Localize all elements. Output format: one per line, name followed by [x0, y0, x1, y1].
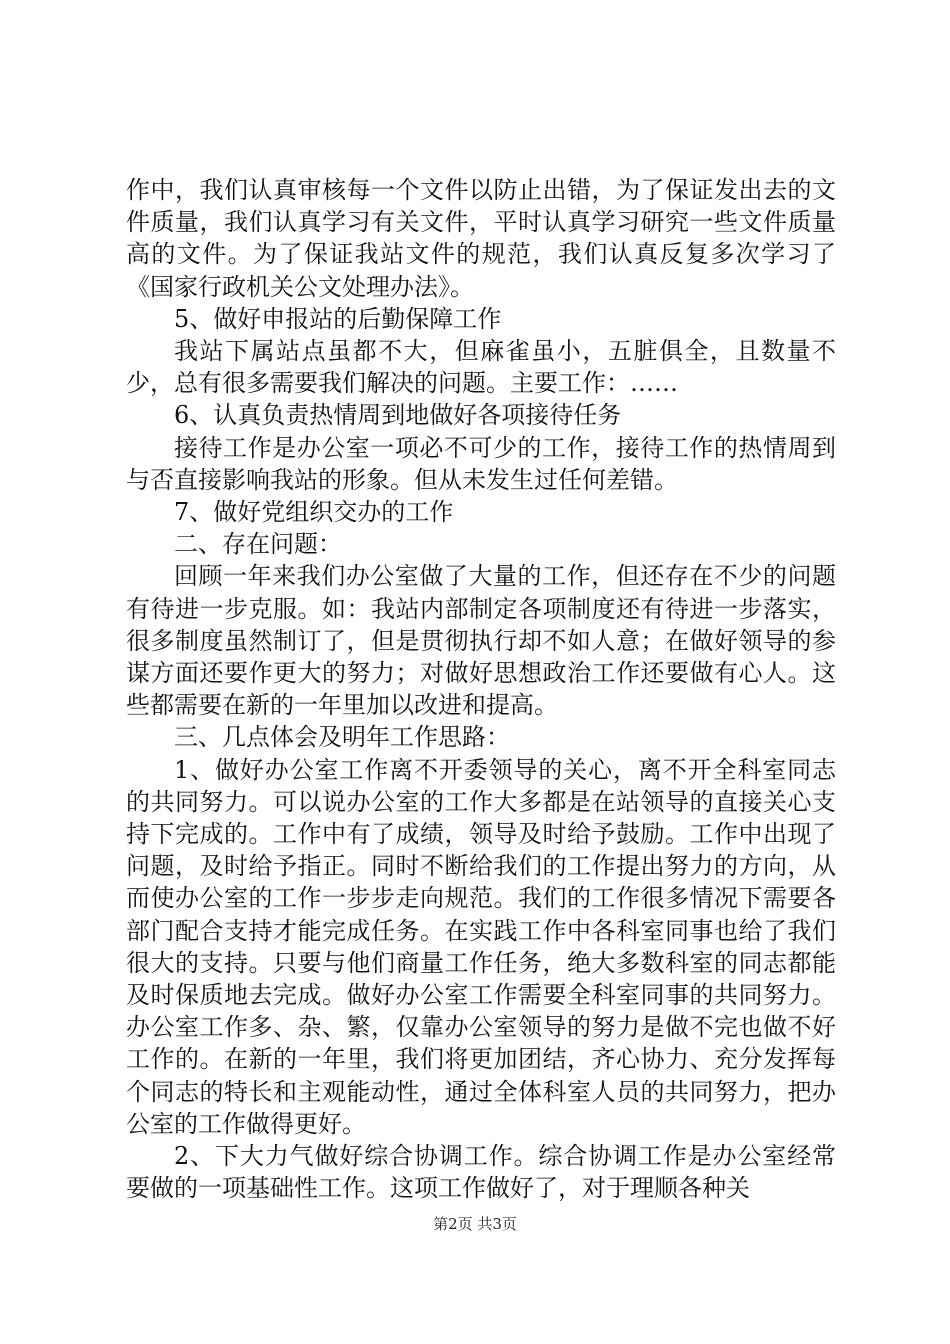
body-paragraph: 二、存在问题：	[174, 530, 342, 559]
body-paragraph: 5、做好申报站的后勤保障工作	[174, 304, 502, 333]
body-paragraph: 1、做好办公室工作离不开委领导的关心，离不开全科室同志的共同努力。可以说办公室的工作大多都是在站领导的直接关心支持下完成的。工作中有了成绩，领导及时给予鼓励。工作中出现了问题，及时给予指正。同时不断给我们的工作提出努力的方向，从而使办公室的工作一步步走向规范。我们的工作很多情况下需要各部门配合支持才能完成任务。在实践工作中各科室同事也给了我们很大的支持。只要与他们商量工作任务，绝大多数科室的同志都能及时保质地去完成。做好办公室工作需要全科室同事的共同努力。办公室工作多、杂、繁，仅靠办公室领导的努力是做不完也做不好工作的。在新的一年里，我们将更加团结，齐心协力、充分发挥每个同志的特长和主观能动性，通过全体科室人员的共同努力，把办公室的工作做得更好。	[126, 755, 836, 1138]
body-paragraph: 作中，我们认真审核每一个文件以防止出错，为了保证发出去的文件质量，我们认真学习有关文件，平时认真学习研究一些文件质量高的文件。为了保证我站文件的规范，我们认真反复多次学习了《国家行政机关公文处理办法》。	[126, 176, 836, 301]
body-paragraph: 2、下大力气做好综合协调工作。综合协调工作是办公室经常要做的一项基础性工作。这项工作做好了，对于理顺各种关	[126, 1142, 836, 1203]
body-paragraph: 6、认真负责热情周到地做好各项接待任务	[174, 401, 622, 430]
body-paragraph: 我站下属站点虽都不大，但麻雀虽小，五脏俱全，且数量不少，总有很多需要我们解决的问题。主要工作：……	[126, 337, 836, 398]
body-paragraph: 接待工作是办公室一项必不可少的工作，接待工作的热情周到与否直接影响我站的形象。但从未发生过任何差错。	[126, 433, 836, 494]
body-paragraph: 回顾一年来我们办公室做了大量的工作，但还存在不少的问题有待进一步克服。如：我站内部制定各项制度还有待进一步落实，很多制度虽然制订了，但是贯彻执行却不如人意；在做好领导的参谋方面还要作更大的努力；对做好思想政治工作还要做有心人。这些都需要在新的一年里加以改进和提高。	[126, 562, 836, 720]
document-body	[126, 174, 836, 1205]
page-footer: 第2页 共3页	[433, 1215, 517, 1233]
body-paragraph: 7、做好党组织交办的工作	[174, 498, 454, 527]
body-paragraph: 三、几点体会及明年工作思路：	[174, 723, 510, 752]
